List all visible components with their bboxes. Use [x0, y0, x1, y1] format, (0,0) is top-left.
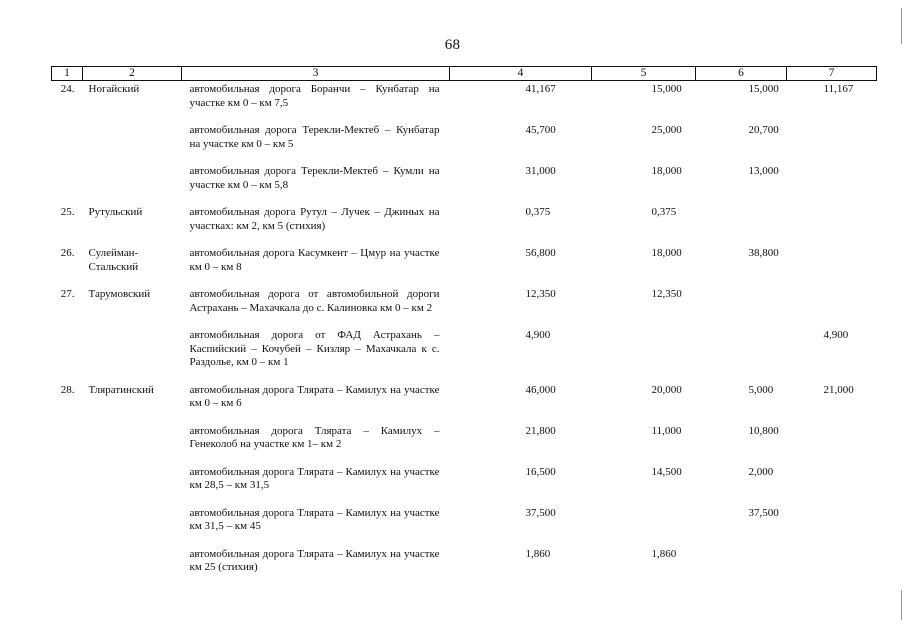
value-col-7 [787, 411, 877, 452]
row-number [52, 151, 83, 192]
road-description: автомобильная дорога Тлярата – Камилух на участке км 28,5 – км 31,5 [189, 465, 440, 491]
header-col-6: 6 [696, 67, 787, 81]
value-col-6: 20,700 [748, 124, 779, 136]
value-col-7 [787, 452, 877, 493]
value-col-6: 38,800 [748, 247, 779, 259]
table-row [52, 411, 877, 452]
value-col-5: 15,000 [651, 83, 682, 95]
table-row [52, 274, 877, 315]
header-col-3: 3 [182, 67, 450, 81]
table-header-row [52, 67, 877, 81]
row-number [52, 493, 83, 534]
header-col-1: 1 [52, 67, 83, 81]
header-col-5: 5 [592, 67, 696, 81]
row-number [52, 452, 83, 493]
value-col-7 [787, 192, 877, 233]
road-funding-table [51, 66, 877, 575]
scan-edge-mark [901, 8, 902, 44]
row-number [52, 315, 83, 370]
value-col-4: 46,000 [525, 383, 556, 396]
value-col-5: 11,000 [651, 424, 682, 437]
value-col-7: 4,900 [823, 329, 849, 341]
value-col-5: 18,000 [651, 165, 682, 177]
road-description: автомобильная дорога Терекли-Мектеб – Кумли на участке км 0 – км 5,8 [189, 165, 440, 191]
value-col-4: 56,800 [525, 247, 556, 259]
value-col-6: 5,000 [748, 383, 774, 396]
value-col-5 [592, 315, 696, 370]
value-col-5: 20,000 [651, 383, 682, 396]
row-number [52, 411, 83, 452]
road-description: автомобильная дорога Тлярата – Камилух на участке км 0 – км 6 [189, 383, 440, 409]
table-row [52, 452, 877, 493]
road-description: автомобильная дорога Боранчи – Кунбатар на участке км 0 – км 7,5 [189, 83, 440, 109]
road-description: автомобильная дорога Тлярата – Камилух – Генеколоб на участке км 1– км 2 [189, 424, 440, 450]
value-col-5: 0,375 [651, 206, 677, 218]
value-col-5: 1,860 [651, 547, 677, 560]
value-col-6 [696, 315, 787, 370]
header-col-7: 7 [787, 67, 877, 81]
district-name [83, 315, 182, 370]
table-row [52, 534, 877, 575]
district-name [83, 411, 182, 452]
value-col-7: 11,167 [823, 83, 854, 95]
value-col-7 [787, 274, 877, 315]
district-name [83, 452, 182, 493]
header-col-2: 2 [83, 67, 182, 81]
header-col-4: 4 [450, 67, 592, 81]
page-number: 68 [444, 37, 461, 53]
value-col-7: 21,000 [823, 383, 854, 396]
row-number: 27. [60, 288, 75, 300]
value-col-5: 12,350 [651, 288, 682, 300]
district-name [83, 110, 182, 151]
row-number: 26. [60, 247, 75, 259]
row-number: 28. [60, 383, 75, 396]
value-col-4: 4,900 [525, 329, 551, 341]
value-col-4: 0,375 [525, 206, 551, 218]
row-number: 25. [60, 206, 75, 218]
road-description: автомобильная дорога от ФАД Астрахань – Каспийский – Кочубей – Кизляр – Махачкала к с. Раздолье, км 0 – км 1 [189, 329, 440, 368]
value-col-5: 18,000 [651, 247, 682, 259]
value-col-5: 25,000 [651, 124, 682, 136]
district-name: Ногайский [88, 83, 140, 95]
value-col-6 [696, 274, 787, 315]
value-col-4: 45,700 [525, 124, 556, 136]
value-col-7 [787, 493, 877, 534]
table-row [52, 151, 877, 192]
district-name: Тляратинский [88, 383, 154, 396]
row-number [52, 534, 83, 575]
road-description: автомобильная дорога Тлярата – Камилух на участке км 31,5 – км 45 [189, 506, 440, 532]
table-row [52, 110, 877, 151]
value-col-4: 31,000 [525, 165, 556, 177]
value-col-5: 14,500 [651, 465, 682, 478]
district-name [83, 493, 182, 534]
table-row [52, 81, 877, 111]
row-number [52, 110, 83, 151]
value-col-5 [592, 493, 696, 534]
value-col-7 [787, 534, 877, 575]
value-col-7 [787, 233, 877, 274]
district-name [83, 151, 182, 192]
value-col-6: 10,800 [748, 424, 779, 437]
road-description: автомобильная дорога Рутул – Лучек – Джиных на участках: км 2, км 5 (стихия) [189, 206, 440, 232]
district-name: Сулейман-Стальский [88, 247, 139, 273]
value-col-6: 37,500 [748, 506, 779, 519]
value-col-6: 13,000 [748, 165, 779, 177]
district-name: Рутульский [88, 206, 143, 218]
value-col-6 [696, 534, 787, 575]
row-number: 24. [60, 83, 75, 95]
table-row [52, 493, 877, 534]
value-col-6 [696, 192, 787, 233]
road-description: автомобильная дорога Терекли-Мектеб – Кунбатар на участке км 0 – км 5 [189, 124, 440, 150]
value-col-6: 2,000 [748, 465, 774, 478]
table-row [52, 315, 877, 370]
district-name [83, 534, 182, 575]
district-name: Тарумовский [88, 288, 151, 300]
table-row [52, 233, 877, 274]
table-row [52, 192, 877, 233]
value-col-4: 16,500 [525, 465, 556, 478]
value-col-7 [787, 151, 877, 192]
road-description: автомобильная дорога Касумкент – Цмур на участке км 0 – км 8 [189, 247, 440, 273]
road-description: автомобильная дорога Тлярата – Камилух на участке км 25 (стихия) [189, 547, 440, 573]
value-col-4: 1,860 [525, 547, 551, 560]
value-col-4: 12,350 [525, 288, 556, 300]
value-col-6: 15,000 [748, 83, 779, 95]
value-col-4: 41,167 [525, 83, 556, 95]
value-col-4: 37,500 [525, 506, 556, 519]
value-col-4: 21,800 [525, 424, 556, 437]
scan-edge-mark [901, 590, 902, 620]
value-col-7 [787, 110, 877, 151]
road-description: автомобильная дорога от автомобильной дороги Астрахань – Махачкала до с. Калиновка км 0 – км 2 [189, 288, 440, 314]
table-row [52, 370, 877, 411]
